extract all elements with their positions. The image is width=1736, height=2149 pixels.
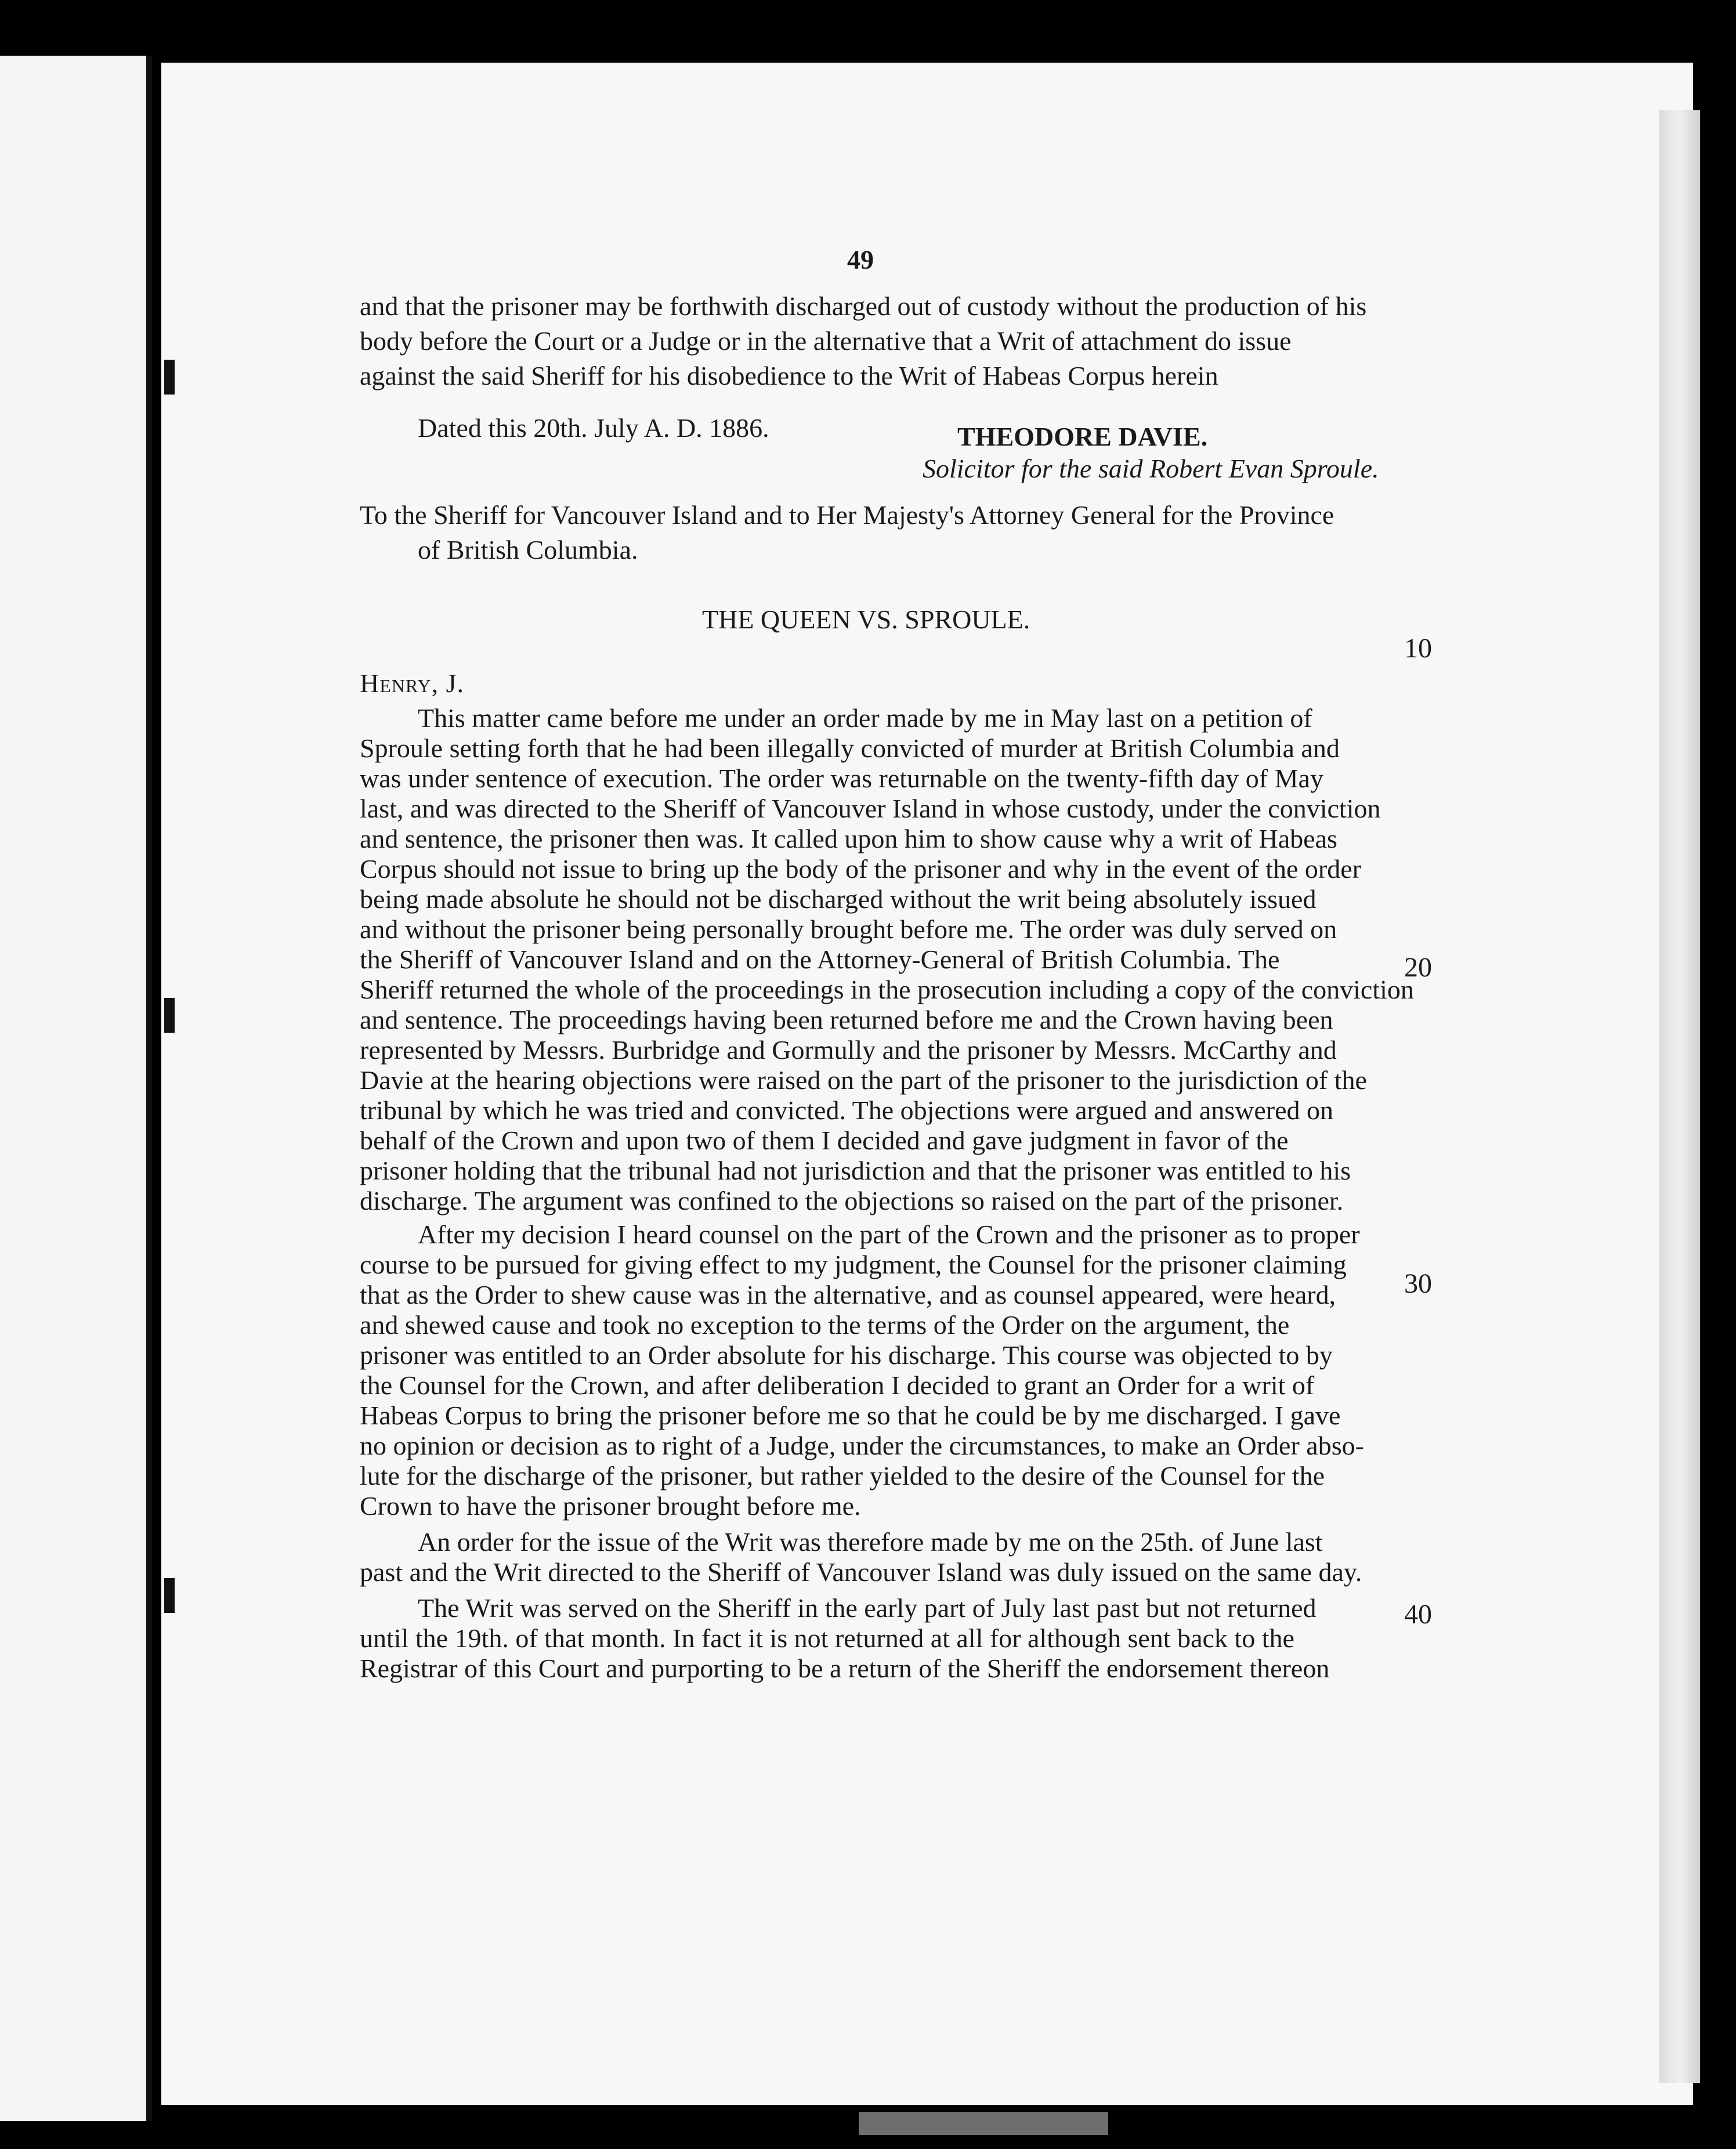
- body-line: and sentence, the prisoner then was. It called upon him to show cause why a writ of Habeas: [360, 824, 1337, 853]
- body-line: Corpus should not issue to bring up the body of the prisoner and why in the event of the order: [360, 854, 1361, 884]
- binding-tab: [859, 2112, 1108, 2135]
- body-line: lute for the discharge of the prisoner, but rather yielded to the desire of the Counsel for the: [360, 1461, 1325, 1490]
- body-line: last, and was directed to the Sheriff of Vancouver Island in whose custody, under the conviction: [360, 794, 1381, 823]
- dated-line: Dated this 20th. July A. D. 1886.: [418, 413, 769, 443]
- body-line: until the 19th. of that month. In fact it is not returned at all for although sent back to the: [360, 1623, 1294, 1653]
- gutter-mark: [164, 998, 175, 1033]
- gutter-mark: [164, 360, 175, 395]
- body-line: Registrar of this Court and purporting to be a return of the Sheriff the endorsement thereon: [360, 1654, 1330, 1683]
- opening-line: against the said Sheriff for his disobedience to the Writ of Habeas Corpus herein: [360, 361, 1218, 390]
- address-line: To the Sheriff for Vancouver Island and to Her Majesty's Attorney General for the Province: [360, 500, 1334, 530]
- body-line: and without the prisoner being personally brought before me. The order was duly served on: [360, 914, 1337, 944]
- body-line: An order for the issue of the Writ was therefore made by me on the 25th. of June last: [418, 1527, 1323, 1557]
- page-edge: [1659, 110, 1700, 2083]
- margin-number: 30: [1404, 1268, 1432, 1299]
- body-line: being made absolute he should not be discharged without the writ being absolutely issued: [360, 884, 1317, 914]
- page-number: 49: [847, 245, 874, 274]
- margin-number: 10: [1404, 633, 1432, 664]
- body-line: This matter came before me under an order made by me in May last on a petition of: [418, 703, 1312, 733]
- case-title: THE QUEEN VS. SPROULE.: [702, 605, 1030, 634]
- gutter-mark: [164, 1578, 175, 1613]
- body-line: that as the Order to shew cause was in the alternative, and as counsel appeared, were heard,: [360, 1280, 1336, 1309]
- body-line: and shewed cause and took no exception to the terms of the Order on the argument, the: [360, 1310, 1290, 1340]
- body-line: Sproule setting forth that he had been illegally convicted of murder at British Columbia and: [360, 733, 1340, 763]
- margin-number: 20: [1404, 952, 1432, 983]
- body-line: past and the Writ directed to the Sheriff of Vancouver Island was duly issued on the same day.: [360, 1557, 1362, 1587]
- body-line: Davie at the hearing objections were raised on the part of the prisoner to the jurisdiction of the: [360, 1065, 1367, 1095]
- body-line: After my decision I heard counsel on the part of the Crown and the prisoner as to proper: [418, 1220, 1360, 1249]
- body-line: represented by Messrs. Burbridge and Gormully and the prisoner by Messrs. McCarthy and: [360, 1035, 1337, 1065]
- left-page-fragment: [0, 56, 152, 2121]
- body-line: was under sentence of execution. The order was returnable on the twenty-fifth day of May: [360, 764, 1323, 793]
- body-line: Sheriff returned the whole of the proceedings in the prosecution including a copy of the conviction: [360, 975, 1414, 1004]
- address-line: of British Columbia.: [418, 535, 638, 565]
- body-line: the Counsel for the Crown, and after deliberation I decided to grant an Order for a writ of: [360, 1370, 1315, 1400]
- body-line: tribunal by which he was tried and convicted. The objections were argued and answered on: [360, 1095, 1334, 1125]
- body-line: Crown to have the prisoner brought before me.: [360, 1491, 861, 1521]
- opening-line: body before the Court or a Judge or in the alternative that a Writ of attachment do issue: [360, 326, 1292, 356]
- margin-number: 40: [1404, 1599, 1432, 1630]
- body-line: the Sheriff of Vancouver Island and on the Attorney-General of British Columbia. The: [360, 945, 1280, 974]
- body-line: and sentence. The proceedings having been returned before me and the Crown having been: [360, 1005, 1333, 1034]
- body-line: prisoner holding that the tribunal had not jurisdiction and that the prisoner was entitled to his: [360, 1156, 1351, 1185]
- body-line: no opinion or decision as to right of a Judge, under the circumstances, to make an Order abso-: [360, 1431, 1364, 1460]
- body-line: Habeas Corpus to bring the prisoner before me so that he could be by me discharged. I gave: [360, 1401, 1341, 1430]
- solicitor-line: Solicitor for the said Robert Evan Sproule.: [923, 454, 1379, 483]
- body-line: behalf of the Crown and upon two of them I decided and gave judgment in favor of the: [360, 1126, 1289, 1155]
- body-line: discharge. The argument was confined to the objections so raised on the part of the prisoner.: [360, 1186, 1344, 1215]
- body-line: course to be pursued for giving effect to my judgment, the Counsel for the prisoner claiming: [360, 1250, 1347, 1279]
- judge-name: Henry, J.: [360, 668, 464, 698]
- body-line: The Writ was served on the Sheriff in the early part of July last past but not returned: [418, 1593, 1317, 1623]
- signatory: THEODORE DAVIE.: [957, 422, 1208, 451]
- opening-line: and that the prisoner may be forthwith discharged out of custody without the production of his: [360, 291, 1367, 321]
- body-line: prisoner was entitled to an Order absolute for his discharge. This course was objected to by: [360, 1340, 1333, 1370]
